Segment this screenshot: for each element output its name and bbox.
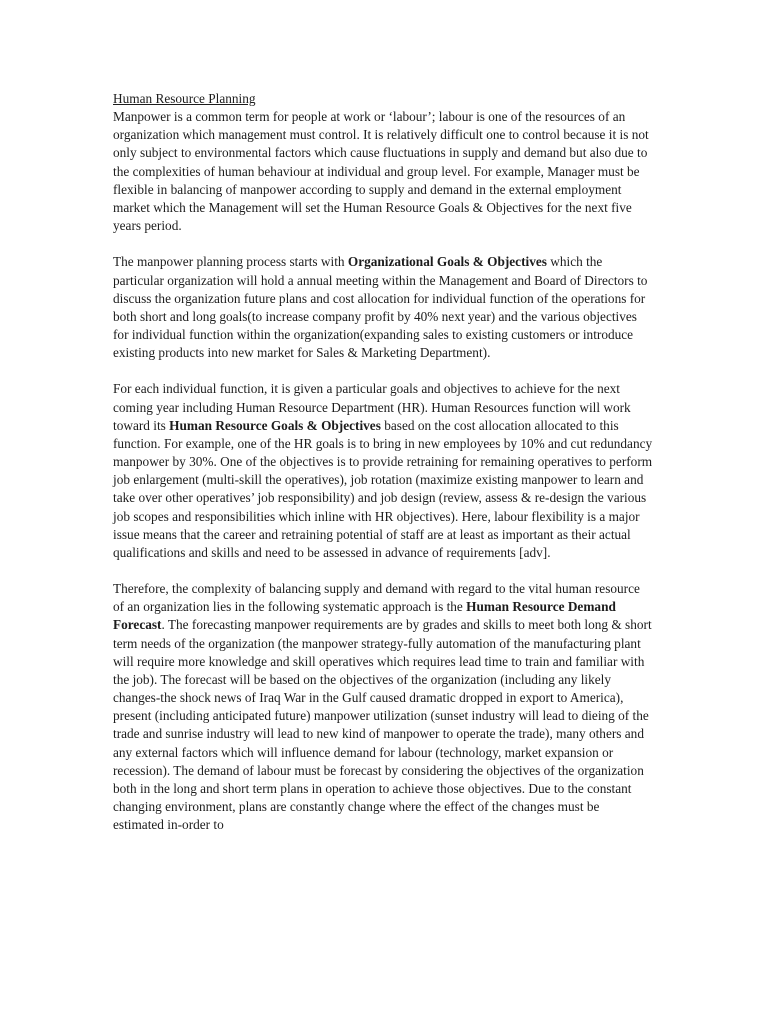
paragraph-planning-process — [113, 253, 653, 362]
bold-term-demand-forecast: Human Resource Demand Forecast — [113, 599, 616, 633]
paragraph-text: which the particular organization will hold a annual meeting within the Management and Board of Directors to discuss the organization future plans and cost allocation for individual function of the operations for both short and long goals(to increase company profit by 40% next year) and the various objectives for individual function within the organization(expanding sales to existing customers or introduce existing products into new market for Sales & Marketing Department). — [113, 254, 648, 361]
bold-term-hr-goals: Human Resource Goals & Objectives — [169, 417, 381, 433]
paragraph-individual-function — [113, 380, 653, 562]
bold-term-organizational-goals: Organizational Goals & Objectives — [347, 254, 547, 270]
paragraph-text: . The forecasting manpower requirements are by grades and skills to meet both long & short term needs of the organization (the manpower strategy-fully automation of the manufacturing plant will require more knowledge and skill operatives which requires lead time to train and familiar with the job). The forecast will be based on the objectives of the organization (including any likely changes-the shock news of Iraq War in the Gulf caused dramatic dropped in export to America), present (including anticipated future) manpower utilization (sunset industry will lead to dieing of the trade and sunrise industry will lead to new kind of manpower to operate the trade), many others and any external factors which will influence demand for labour (technology, market expansion or recession). The demand of labour must be forecast by considering the objectives of the organization both in the long and short term plans in operation to achieve those objectives. Due to the constant changing environment, plans are constantly change where the effect of the changes must be estimated in-order to — [113, 617, 652, 833]
paragraph-text: The manpower planning process starts with — [113, 254, 348, 270]
paragraph-text: based on the cost allocation allocated to this function. For example, one of the HR goals is to bring in new employees by 10% and cut redundancy manpower by 30%. One of the objectives is to provide retraining for remaining operatives to perform job enlargement (multi-skill the operatives), job rotation (maximize existing manpower to learn and take over other operatives’ job responsibility) and job design (review, assess & re-design the various job scopes and responsibilities which inline with HR objectives). Here, labour flexibility is a major issue means that the career and retraining potential of staff are at least as important as their actual qualifications and skills and need to be assessed in advance of requirements [adv]. — [113, 417, 653, 560]
document-title: Human Resource Planning — [113, 91, 256, 106]
paragraph-text: For each individual function, it is given a particular goals and objectives to achieve for the next coming year including Human Resource Department (HR). Human Resources function will work toward its — [113, 381, 631, 433]
paragraph-demand-forecast — [113, 580, 653, 834]
paragraph-manpower-intro: Manpower is a common term for people at work or ‘labour’; labour is one of the resources of an organization which management must control. It is relatively difficult one to control because it is not only subject to environmental factors which cause fluctuations in supply and demand but also due to the complexities of human behaviour at individual and group level. For example, Manager must be flexible in balancing of manpower according to supply and demand in the external employment market which the Management will set the Human Resource Goals & Objectives for the next five years period. — [113, 109, 649, 234]
document-body — [113, 90, 653, 834]
paragraph-text: Therefore, the complexity of balancing supply and demand with regard to the vital human resource of an organization lies in the following systematic approach is the — [113, 581, 640, 615]
